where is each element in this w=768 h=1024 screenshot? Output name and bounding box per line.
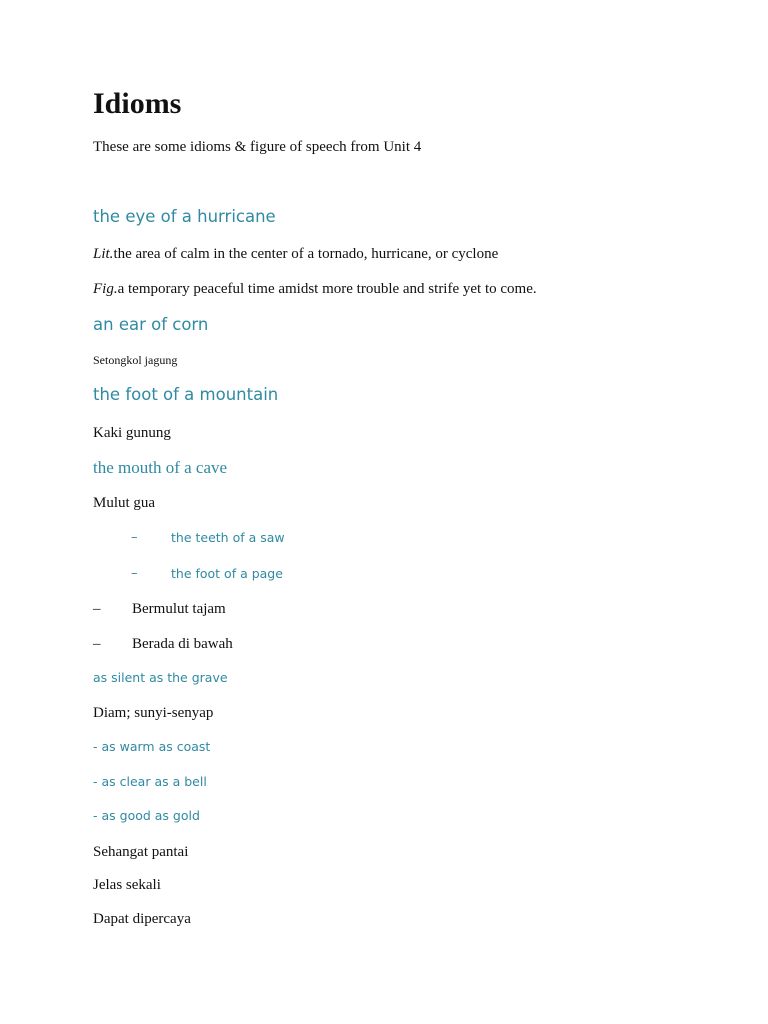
heading-mouth-of-cave: the mouth of a cave [93,458,228,477]
sub-item-teeth-of-saw: the teeth of a saw [171,530,285,545]
meaning-foot-of-mountain: Kaki gunung [93,425,171,441]
list-bullet-dash: – [93,636,101,652]
heading-ear-of-corn: an ear of corn [93,315,209,334]
list-bullet-dash: – [131,566,138,581]
simile-good-as-gold: - as good as gold [93,808,200,823]
meaning-clear-as-bell: Jelas sekali [93,877,161,893]
meaning-silent-as-grave: Diam; sunyi-senyap [93,705,214,721]
meaning-good-as-gold: Dapat dipercaya [93,911,191,927]
lit-prefix: Lit. [93,246,114,262]
simile-clear-as-bell: - as clear as a bell [93,774,207,789]
sub-item-foot-of-page: the foot of a page [171,566,283,581]
lit-definition [93,244,498,264]
lit-text: the area of calm in the center of a tornado, hurricane, or cyclone [113,246,499,262]
intro-text: These are some idioms & figure of speech from Unit 4 [93,139,422,155]
heading-foot-of-mountain: the foot of a mountain [93,385,279,404]
meaning-mouth-of-cave: Mulut gua [93,495,156,511]
fig-prefix: Fig. [93,281,118,297]
simile-warm-as-coast: - as warm as coast [93,739,211,754]
list-bullet-dash: – [93,601,101,617]
meaning-ear-of-corn: Setongkol jagung [93,353,178,367]
meaning-teeth-of-saw: Bermulut tajam [132,601,226,617]
fig-text: a temporary peaceful time amidst more trouble and strife yet to come. [117,281,537,297]
meaning-warm-as-coast: Sehangat pantai [93,844,189,860]
meaning-foot-of-page: Berada di bawah [132,636,233,652]
heading-silent-as-grave: as silent as the grave [93,670,228,685]
page-title: Idioms [93,87,182,120]
heading-eye-of-hurricane: the eye of a hurricane [93,207,276,226]
fig-definition [93,279,537,299]
list-bullet-dash: – [131,530,138,545]
